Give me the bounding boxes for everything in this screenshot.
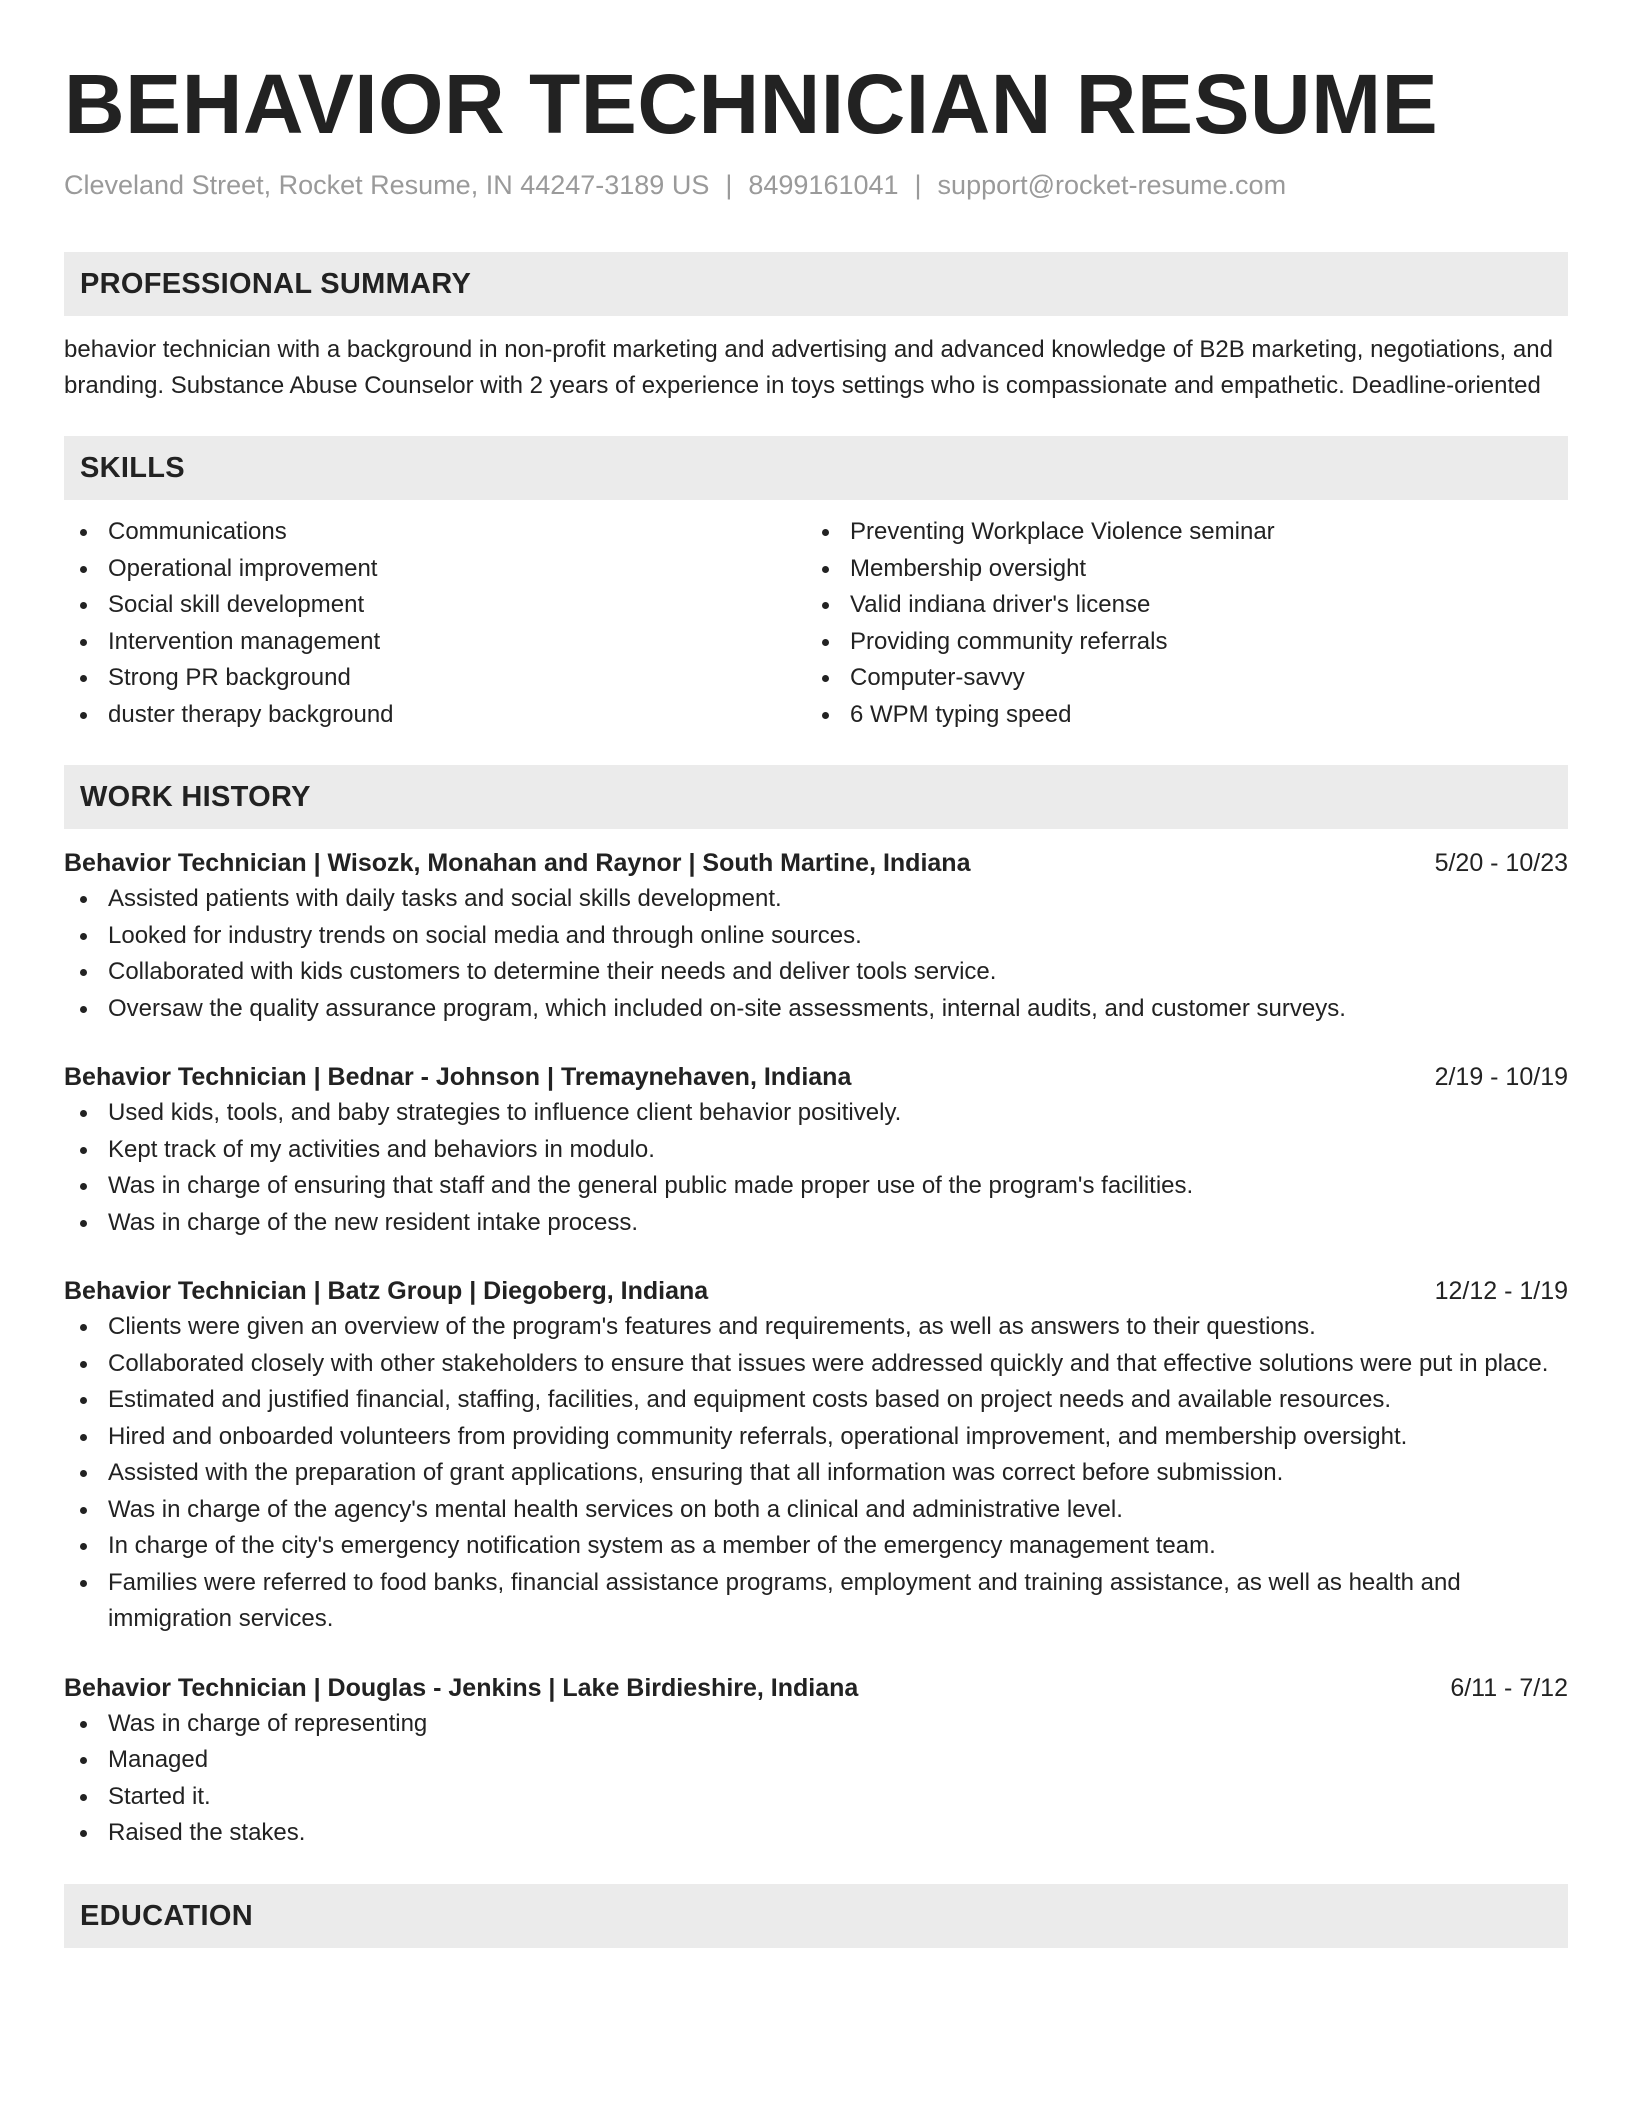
skill-item: Computer-savvy [806,660,1548,697]
duty-item: Collaborated closely with other stakeholders to ensure that issues were addressed quickly and that effective solutions were put in place. [64,1346,1568,1383]
job-entry [64,1670,1568,1852]
resume-page [64,0,1568,1948]
job-header [64,1670,1568,1706]
duty-item: Managed [64,1742,1568,1779]
duty-item: Families were referred to food banks, financial assistance programs, employment and training assistance, as well as health and immigration services. [64,1565,1568,1638]
skills-column-right [806,514,1548,733]
duty-item: Was in charge of representing [64,1706,1568,1743]
skill-item: Social skill development [64,587,806,624]
skill-item: Preventing Workplace Violence seminar [806,514,1548,551]
job-dates: 2/19 - 10/19 [1434,1063,1568,1091]
duty-item: Hired and onboarded volunteers from providing community referrals, operational improvement, and membership oversight. [64,1419,1568,1456]
duty-item: Used kids, tools, and baby strategies to influence client behavior positively. [64,1095,1568,1132]
duty-item: Assisted patients with daily tasks and social skills development. [64,881,1568,918]
job-duties [64,1706,1568,1852]
duty-item: Looked for industry trends on social media and through online sources. [64,918,1568,955]
work-history-heading: WORK HISTORY [64,765,1568,829]
job-dates: 12/12 - 1/19 [1434,1277,1568,1305]
job-header [64,845,1568,881]
job-entry [64,1059,1568,1241]
skill-item: Communications [64,514,806,551]
job-title: Behavior Technician | Wisozk, Monahan and Raynor | South Martine, Indiana [64,849,971,877]
skill-item: Operational improvement [64,551,806,588]
contact-separator: | [914,170,922,200]
duty-item: Was in charge of ensuring that staff and the general public made proper use of the program's facilities. [64,1168,1568,1205]
job-duties [64,1095,1568,1241]
summary-heading: PROFESSIONAL SUMMARY [64,252,1568,316]
skill-item: 6 WPM typing speed [806,697,1548,734]
job-duties [64,881,1568,1027]
job-dates: 5/20 - 10/23 [1434,849,1568,877]
duty-item: In charge of the city's emergency notification system as a member of the emergency management team. [64,1528,1568,1565]
job-title: Behavior Technician | Batz Group | Diegoberg, Indiana [64,1277,709,1305]
job-entry [64,845,1568,1027]
skill-item: Strong PR background [64,660,806,697]
education-heading: EDUCATION [64,1884,1568,1948]
skills-heading: SKILLS [64,436,1568,500]
skill-item: Valid indiana driver's license [806,587,1548,624]
skill-item: Membership oversight [806,551,1548,588]
skills-list [64,514,1568,733]
contact-phone: 8499161041 [748,170,899,200]
job-title: Behavior Technician | Douglas - Jenkins | Lake Birdieshire, Indiana [64,1673,859,1702]
contact-address: Cleveland Street, Rocket Resume, IN 44247-3189 US [64,170,710,200]
job-header [64,1059,1568,1095]
summary-text: behavior technician with a background in non-profit marketing and advertising and advanced knowledge of B2B marketing, negotiations, and branding. Substance Abuse Counselor with 2 years of experience in toys settings who is compassionate and empathetic. Deadline-oriented [64,336,1553,399]
skill-item: Intervention management [64,624,806,661]
duty-item: Estimated and justified financial, staffing, facilities, and equipment costs based on project needs and available resources. [64,1382,1568,1419]
job-entry [64,1273,1568,1638]
duty-item: Was in charge of the new resident intake process. [64,1205,1568,1242]
duty-item: Was in charge of the agency's mental health services on both a clinical and administrative level. [64,1492,1568,1529]
duty-item: Collaborated with kids customers to determine their needs and deliver tools service. [64,954,1568,991]
job-title: Behavior Technician | Bednar - Johnson | Tremaynehaven, Indiana [64,1063,852,1091]
skills-column-left [64,514,806,733]
job-dates: 6/11 - 7/12 [1450,1673,1568,1702]
duty-item: Started it. [64,1779,1568,1816]
skill-item: duster therapy background [64,697,806,734]
contact-separator: | [725,170,733,200]
duty-item: Assisted with the preparation of grant applications, ensuring that all information was correct before submission. [64,1455,1568,1492]
job-duties [64,1309,1568,1638]
skill-item: Providing community referrals [806,624,1548,661]
resume-title: BEHAVIOR TECHNICIAN RESUME [64,57,1439,151]
contact-line [64,168,1568,202]
job-header [64,1273,1568,1309]
duty-item: Clients were given an overview of the program's features and requirements, as well as answers to their questions. [64,1309,1568,1346]
duty-item: Raised the stakes. [64,1815,1568,1852]
duty-item: Kept track of my activities and behaviors in modulo. [64,1132,1568,1169]
duty-item: Oversaw the quality assurance program, which included on-site assessments, internal audits, and customer surveys. [64,991,1568,1028]
contact-email: support@rocket-resume.com [937,170,1287,200]
